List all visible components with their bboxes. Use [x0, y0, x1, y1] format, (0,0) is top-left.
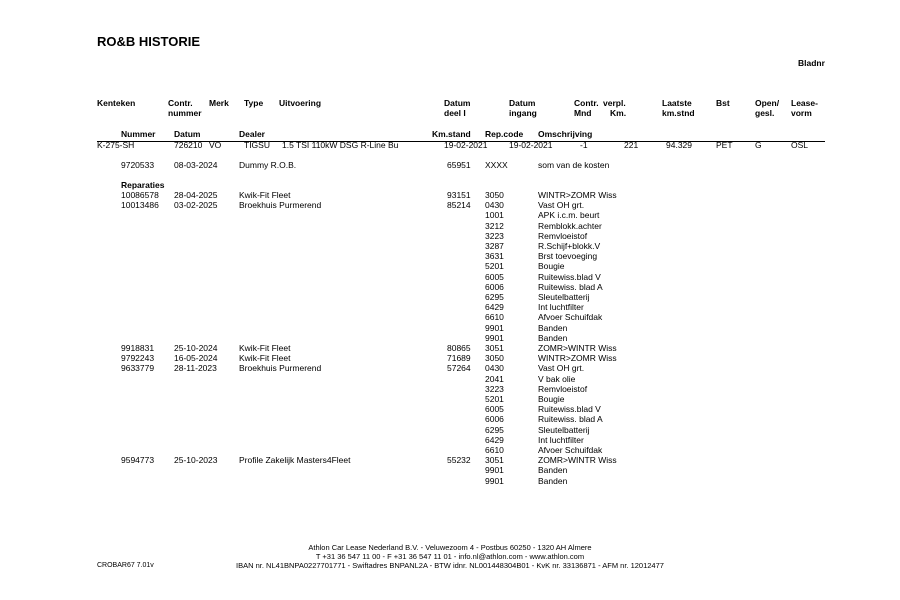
col-merk: Merk: [209, 98, 229, 108]
vehicle-verpl-km: 221: [624, 140, 639, 150]
repair-km: 57264: [447, 363, 471, 373]
repair-omschrijving: V bak olie: [538, 374, 576, 384]
repair-omschrijving: Bougie: [538, 261, 565, 271]
repair-datum: 25-10-2024: [174, 343, 218, 353]
repair-code: 3051: [485, 343, 504, 353]
repair-datum: 28-04-2025: [174, 190, 218, 200]
vehicle-datum-deel1: 19-02-2021: [444, 140, 488, 150]
dummy-nummer: 9720533: [121, 160, 155, 170]
repair-code: 3223: [485, 384, 504, 394]
repair-code: 2041: [485, 374, 504, 384]
repair-omschrijving: Banden: [538, 465, 568, 475]
col-kmstand: Km.stand: [432, 129, 471, 139]
repair-code: 6005: [485, 272, 504, 282]
vehicle-contr-mnd: -1: [580, 140, 588, 150]
vehicle-laatste-km: 94.329: [666, 140, 692, 150]
repair-code: 6006: [485, 282, 504, 292]
repair-omschrijving: Sleutelbatterij: [538, 425, 590, 435]
repair-km: 71689: [447, 353, 471, 363]
repair-code: 9901: [485, 465, 504, 475]
repair-code: 3212: [485, 221, 504, 231]
footer-contact: T +31 36 547 11 00 - F +31 36 547 11 01 - info.nl@athlon.com - www.athlon.com: [315, 552, 585, 561]
repair-code: 3223: [485, 231, 504, 241]
col-ingang: ingang: [509, 108, 537, 118]
col-contr: Contr.: [168, 98, 193, 108]
repair-dealer: Broekhuis Purmerend: [239, 200, 322, 210]
repair-omschrijving: Vast OH grt.: [538, 363, 585, 373]
repair-code: 0430: [485, 200, 504, 210]
vehicle-kenteken: K-275-SH: [97, 140, 135, 150]
col-gesl: gesl.: [755, 108, 775, 118]
col-verpl: verpl.: [603, 98, 626, 108]
repair-omschrijving: Sleutelbatterij: [538, 292, 590, 302]
repair-omschrijving: Remvloeistof: [538, 231, 588, 241]
repair-omschrijving: Ruitewiss.blad V: [538, 404, 601, 414]
repair-dealer: Profile Zakelijk Masters4Fleet: [239, 455, 351, 465]
repair-omschrijving: Afvoer Schuifdak: [538, 312, 603, 322]
repair-omschrijving: ZOMR>WINTR Wiss: [538, 343, 617, 353]
repair-code: 9901: [485, 333, 504, 343]
repair-code: 3631: [485, 251, 504, 261]
repair-code: 6429: [485, 435, 504, 445]
reparaties-label: Reparaties: [121, 180, 165, 190]
dummy-datum: 08-03-2024: [174, 160, 218, 170]
col-kmstnd: km.stnd: [662, 108, 695, 118]
repair-nummer: 10013486: [121, 200, 159, 210]
repair-code: 6610: [485, 445, 504, 455]
repair-nummer: 9594773: [121, 455, 155, 465]
repair-nummer: 10086578: [121, 190, 159, 200]
col-datum2: Datum: [174, 129, 201, 139]
dummy-dealer: Dummy R.O.B.: [239, 160, 297, 170]
col-contr-mnd: Contr.: [574, 98, 599, 108]
repair-code: 9901: [485, 323, 504, 333]
repair-omschrijving: WINTR>ZOMR Wiss: [538, 190, 617, 200]
repair-omschrijving: Banden: [538, 323, 568, 333]
form-code: CROBAR67 7.01v: [97, 562, 154, 569]
repair-km: 93151: [447, 190, 471, 200]
vehicle-contr-nummer: 726210: [174, 140, 203, 150]
repair-omschrijving: Afvoer Schuifdak: [538, 445, 603, 455]
repair-omschrijving: WINTR>ZOMR Wiss: [538, 353, 617, 363]
col-lease: Lease-: [791, 98, 818, 108]
repair-omschrijving: Brst toevoeging: [538, 251, 598, 261]
repair-datum: 28-11-2023: [174, 363, 217, 373]
col-dealer: Dealer: [239, 129, 265, 139]
repair-code: 6006: [485, 414, 504, 424]
repair-nummer: 9918831: [121, 343, 155, 353]
repair-omschrijving: R.Schijf+blokk.V: [538, 241, 601, 251]
repair-code: 3051: [485, 455, 504, 465]
repair-code: 0430: [485, 363, 504, 373]
vehicle-lease-vorm: OSL: [791, 140, 809, 150]
repair-code: 6429: [485, 302, 504, 312]
repair-km: 80865: [447, 343, 471, 353]
vehicle-bst: PET: [716, 140, 733, 150]
repair-omschrijving: Remvloeistof: [538, 384, 588, 394]
repair-omschrijving: Ruitewiss.blad V: [538, 272, 601, 282]
repair-datum: 03-02-2025: [174, 200, 218, 210]
vehicle-open-gesl: G: [755, 140, 762, 150]
repair-omschrijving: ZOMR>WINTR Wiss: [538, 455, 617, 465]
col-repcode: Rep.code: [485, 129, 524, 139]
repair-dealer: Kwik-Fit Fleet: [239, 343, 291, 353]
col-uitvoering: Uitvoering: [279, 98, 322, 108]
vehicle-type: TIGSU: [244, 140, 270, 150]
repair-nummer: 9792243: [121, 353, 155, 363]
repair-omschrijving: Int luchtfilter: [538, 302, 584, 312]
footer-bank: IBAN nr. NL41BNPA0227701771 - Swiftadres BNPANL2A - BTW idnr. NL001448304B01 - KvK nr. 33136871 - AFM nr. 12012477: [236, 561, 664, 570]
repair-km: 55232: [447, 455, 471, 465]
dummy-km: 65951: [447, 160, 471, 170]
repair-omschrijving: APK i.c.m. beurt: [538, 210, 600, 220]
page-title: RO&B HISTORIE: [97, 34, 201, 49]
repair-code: 3050: [485, 353, 504, 363]
col-open: Open/: [755, 98, 780, 108]
repair-omschrijving: Banden: [538, 333, 568, 343]
repair-omschrijving: Remblokk.achter: [538, 221, 602, 231]
col-type: Type: [244, 98, 264, 108]
col-laatste: Laatste: [662, 98, 692, 108]
repair-code: 3050: [485, 190, 504, 200]
vehicle-uitvoering: 1.5 TSI 110kW DSG R-Line Bu: [282, 140, 399, 150]
repair-datum: 25-10-2023: [174, 455, 218, 465]
repair-code: 6005: [485, 404, 504, 414]
dummy-omschrijving: som van de kosten: [538, 160, 610, 170]
repair-code: 6295: [485, 425, 504, 435]
repair-omschrijving: Ruitewiss. blad A: [538, 282, 603, 292]
col-kenteken: Kenteken: [97, 98, 136, 108]
repair-code: 1001: [485, 210, 504, 220]
col-nummer: nummer: [168, 108, 202, 118]
repair-omschrijving: Int luchtfilter: [538, 435, 584, 445]
repair-datum: 16-05-2024: [174, 353, 218, 363]
repair-km: 85214: [447, 200, 471, 210]
repair-code: 6610: [485, 312, 504, 322]
repair-dealer: Kwik-Fit Fleet: [239, 190, 291, 200]
vehicle-datum-ingang: 19-02-2021: [509, 140, 553, 150]
footer-address: Athlon Car Lease Nederland B.V. - Veluwezoom 4 - Postbus 60250 - 1320 AH Almere: [308, 543, 592, 552]
col-bst: Bst: [716, 98, 730, 108]
repair-nummer: 9633779: [121, 363, 155, 373]
repair-code: 9901: [485, 476, 504, 486]
repair-omschrijving: Banden: [538, 476, 568, 486]
repair-dealer: Kwik-Fit Fleet: [239, 353, 291, 363]
repair-code: 5201: [485, 394, 504, 404]
col-km: Km.: [610, 108, 627, 118]
col-vorm: vorm: [791, 108, 812, 118]
col-nummer2: Nummer: [121, 129, 156, 139]
repair-omschrijving: Bougie: [538, 394, 565, 404]
repair-omschrijving: Vast OH grt.: [538, 200, 585, 210]
col-datum-ingang: Datum: [509, 98, 536, 108]
repair-dealer: Broekhuis Purmerend: [239, 363, 322, 373]
repair-omschrijving: Ruitewiss. blad A: [538, 414, 603, 424]
dummy-code: XXXX: [485, 160, 508, 170]
col-mnd: Mnd: [574, 108, 592, 118]
col-datum-deel1: Datum: [444, 98, 471, 108]
repair-code: 3287: [485, 241, 504, 251]
col-omschrijving: Omschrijving: [538, 129, 593, 139]
bladnr-label: Bladnr: [798, 58, 825, 68]
repair-code: 5201: [485, 261, 504, 271]
vehicle-merk: VO: [209, 140, 222, 150]
col-deel1: deel I: [444, 108, 466, 118]
repair-code: 6295: [485, 292, 504, 302]
